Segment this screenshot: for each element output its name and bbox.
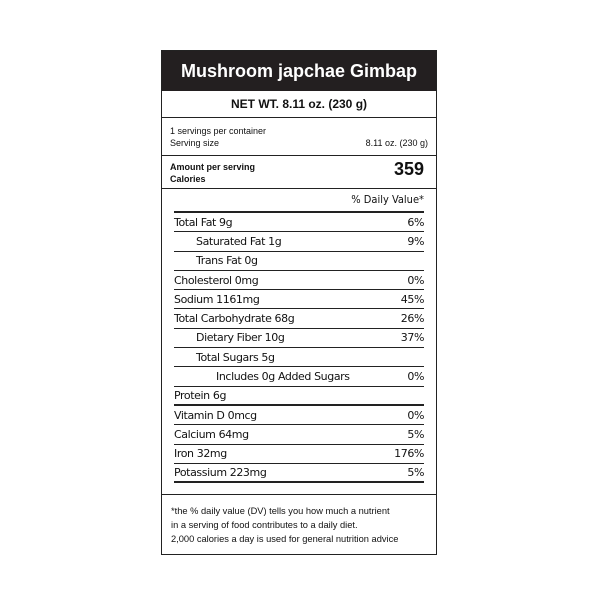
nutrient-row-potassium [174, 464, 424, 483]
nutrient-name: Cholesterol 0mg [174, 273, 259, 287]
nutrient-dv: 45% [400, 292, 424, 306]
nutrient-name: Protein 6g [174, 388, 227, 402]
nutrient-row-sodium [174, 290, 424, 309]
nutrient-row-saturated-fat [174, 232, 424, 251]
nutrient-dv: 5% [407, 466, 424, 479]
product-title: Mushroom japchae Gimbap [162, 51, 436, 91]
nutrient-row-protein [174, 387, 424, 406]
nutrient-name: Includes 0g Added Sugars [216, 370, 350, 384]
nutrient-row-cholesterol [174, 271, 424, 290]
footnote [171, 504, 433, 546]
nutrient-row-dietary-fiber [174, 329, 424, 348]
nutrient-dv: 26% [400, 312, 424, 326]
net-weight: NET WT. 8.11 oz. (230 g) [162, 91, 436, 118]
nutrient-dv: 9% [407, 234, 424, 248]
divider [162, 155, 436, 156]
nutrient-dv: 37% [400, 331, 424, 345]
nutrient-row-calcium [174, 425, 424, 444]
nutrient-name: Calcium 64mg [174, 427, 249, 441]
footnote-line: *the % daily value (DV) tells you how much a nutrient [171, 506, 390, 516]
nutrient-row-trans-fat [174, 252, 424, 271]
nutrient-table [174, 211, 424, 483]
nutrient-dv: 176% [394, 447, 424, 461]
serving-size-label: Serving size [170, 138, 220, 148]
nutrient-name: Dietary Fiber 10g [196, 331, 285, 345]
nutrient-name: Saturated Fat 1g [196, 234, 282, 248]
footnote-line: in a serving of food contributes to a daily diet. [171, 520, 358, 530]
amount-per-serving: Amount per serving [170, 162, 256, 172]
nutrient-name: Total Carbohydrate 68g [174, 312, 295, 326]
nutrient-name: Vitamin D 0mcg [174, 408, 257, 422]
nutrient-dv: 0% [407, 273, 424, 287]
nutrient-dv: 0% [407, 370, 424, 384]
divider [162, 188, 436, 189]
daily-value-header: % Daily Value* [351, 193, 424, 206]
divider [162, 494, 436, 495]
nutrient-row-added-sugars [174, 367, 424, 386]
nutrient-row-total-carbohydrate [174, 309, 424, 328]
serving-size-row [170, 137, 428, 149]
footnote-line: 2,000 calories a day is used for general nutrition advice [171, 534, 399, 544]
nutrient-dv: 0% [407, 408, 424, 422]
nutrient-row-total-fat [174, 213, 424, 232]
nutrient-name: Iron 32mg [174, 447, 227, 461]
nutrient-row-vitamin-d [174, 406, 424, 425]
nutrient-row-iron [174, 445, 424, 464]
amount-per-serving-block [170, 161, 428, 185]
nutrient-name: Sodium 1161mg [174, 292, 260, 306]
servings-per-container: 1 servings per container [170, 126, 267, 136]
nutrient-name: Potassium 223mg [174, 466, 267, 479]
calories-value: 359 [393, 159, 424, 179]
nutrient-dv: 5% [407, 427, 424, 441]
calories-label: Calories [170, 174, 206, 184]
nutrient-name: Trans Fat 0g [196, 254, 258, 268]
nutrient-name: Total Sugars 5g [196, 350, 275, 364]
nutrient-dv: 6% [407, 215, 424, 229]
nutrient-name: Total Fat 9g [174, 215, 233, 229]
serving-info [170, 125, 428, 149]
nutrition-label [161, 50, 437, 555]
serving-size-value: 8.11 oz. (230 g) [365, 138, 428, 148]
nutrient-row-total-sugars [174, 348, 424, 367]
